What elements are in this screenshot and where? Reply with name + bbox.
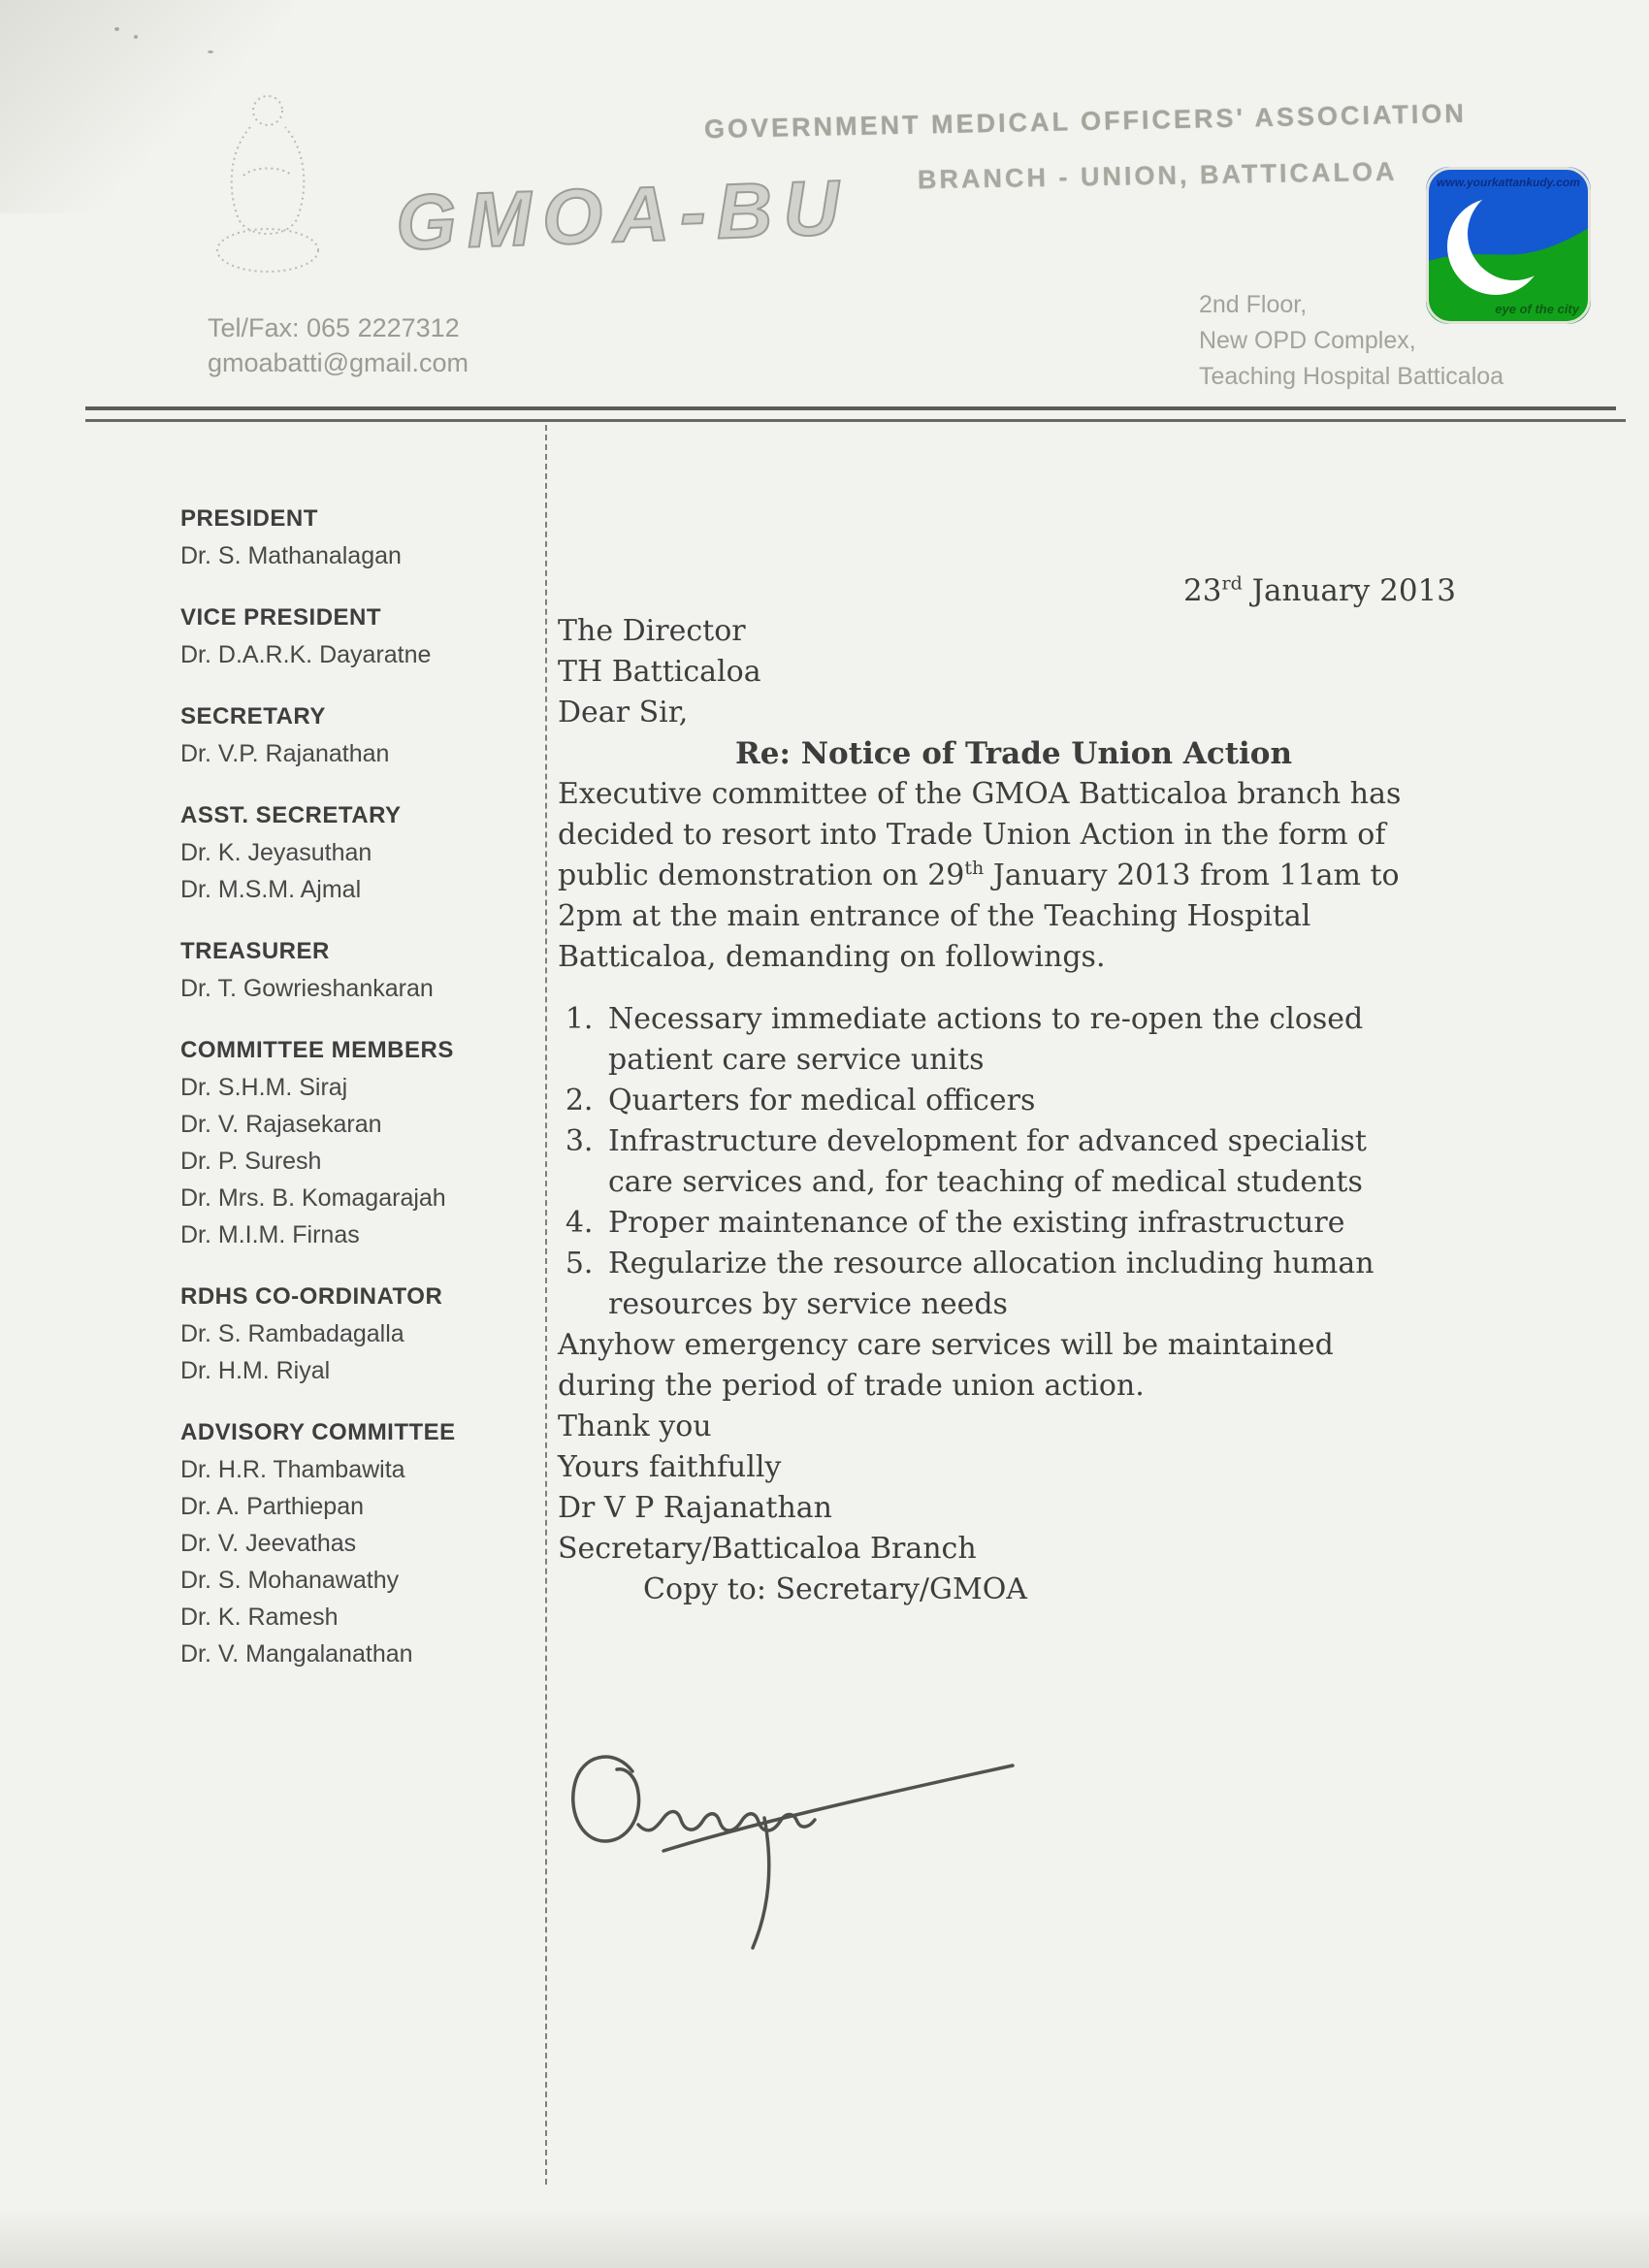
- paragraph-text: January 2013 from 11am to 2pm at the main entrance of the Teaching Hospital Batticaloa, demanding on followings.: [558, 859, 1400, 974]
- member-name: Dr. A. Parthiepan: [180, 1493, 365, 1520]
- member-name: Dr. M.S.M. Ajmal: [180, 876, 362, 903]
- member-name: Dr. S. Mathanalagan: [180, 542, 402, 569]
- member-name: Dr. V.P. Rajanathan: [180, 740, 390, 767]
- member-name: Dr. H.M. Riyal: [180, 1357, 331, 1384]
- role-title: ASST. SECRETARY: [180, 802, 402, 828]
- badge-url-text: www.yourkattankudy.com: [1437, 176, 1580, 189]
- org-abbreviation-stamp: GMOA-BU: [394, 163, 852, 267]
- member-name: Dr. S.H.M. Siraj: [180, 1074, 348, 1101]
- demand-item: 4. Proper maintenance of the existing infrastructure: [602, 1203, 1406, 1244]
- recipient-org: TH Batticaloa: [558, 655, 761, 689]
- header-rule-top: [85, 406, 1616, 410]
- badge-tagline: eye of the city: [1495, 302, 1579, 316]
- copy-to-line: Copy to: Secretary/GMOA: [643, 1572, 1027, 1606]
- role-title: COMMITTEE MEMBERS: [180, 1037, 454, 1063]
- role-title: SECRETARY: [180, 703, 326, 729]
- member-name: Dr. P. Suresh: [180, 1148, 322, 1175]
- org-branch-line: BRANCH - UNION, BATTICALOA: [917, 156, 1398, 195]
- address-line: New OPD Complex,: [1199, 327, 1416, 354]
- scan-speck: [208, 50, 213, 53]
- role-title: ADVISORY COMMITTEE: [180, 1419, 456, 1445]
- gmoa-emblem-icon: [190, 83, 345, 292]
- address-line: 2nd Floor,: [1199, 291, 1308, 318]
- tel-fax: Tel/Fax: 065 2227312: [208, 313, 460, 342]
- thank-you-line: Thank you: [558, 1409, 712, 1443]
- sidebar-section-asst-secretary: [180, 797, 510, 908]
- contact-block: [208, 310, 469, 380]
- email: gmoabatti@gmail.com: [208, 348, 469, 377]
- sidebar-divider: [545, 425, 547, 2185]
- recipient-name: The Director: [558, 614, 746, 648]
- crescent-badge-icon: [1426, 167, 1591, 324]
- member-name: Dr. S. Mohanawathy: [180, 1567, 400, 1594]
- member-name: Dr. T. Gowrieshankaran: [180, 975, 434, 1002]
- member-name: Dr. M.I.M. Firnas: [180, 1221, 360, 1248]
- sidebar-section-rdhs-coordinator: [180, 1279, 510, 1389]
- sidebar-section-treasurer: [180, 933, 510, 1007]
- sidebar-section-vice-president: [180, 599, 510, 673]
- date-day: 23: [1183, 573, 1222, 608]
- body-paragraph-2: Anyhow emergency care services will be maintained during the period of trade union action.: [558, 1328, 1334, 1403]
- sidebar-section-president: [180, 501, 510, 574]
- demand-item: 1. Necessary immediate actions to re-open the closed patient care service units: [602, 999, 1406, 1081]
- sidebar-section-committee-members: [180, 1032, 510, 1253]
- role-title: TREASURER: [180, 938, 330, 964]
- demands-list: [558, 999, 1406, 1325]
- member-name: Dr. S. Rambadagalla: [180, 1320, 404, 1347]
- demand-item: 2. Quarters for medical officers: [602, 1081, 1406, 1121]
- letter-date: [558, 570, 1470, 611]
- officers-sidebar: [180, 501, 510, 1672]
- letter-body: [558, 570, 1470, 1610]
- scan-speck: [134, 35, 138, 39]
- date-month-year: January 2013: [1242, 573, 1456, 608]
- handwritten-signature: [549, 1733, 1053, 1960]
- subject-line: Re: Notice of Trade Union Action: [734, 736, 1293, 771]
- signatory-title: Secretary/Batticaloa Branch: [558, 1532, 977, 1566]
- date-ordinal: th: [964, 858, 985, 879]
- member-name: Dr. H.R. Thambawita: [180, 1456, 405, 1483]
- address-line: Teaching Hospital Batticaloa: [1199, 363, 1504, 390]
- member-name: Dr. V. Mangalanathan: [180, 1640, 413, 1668]
- header-rule-bottom: [85, 419, 1626, 422]
- demand-item: 3. Infrastructure development for advanced specialist care services and, for teaching of medical students: [602, 1121, 1406, 1203]
- org-name: GOVERNMENT MEDICAL OFFICERS' ASSOCIATION: [703, 98, 1468, 145]
- role-title: RDHS CO-ORDINATOR: [180, 1283, 443, 1310]
- paragraph-text: Executive committee of the GMOA Batticaloa branch has decided to resort into Trade Union Action in the form of public demonstration on 29: [558, 777, 1402, 892]
- demand-item: 5. Regularize the resource allocation including human resources by service needs: [602, 1244, 1406, 1325]
- scan-speck: [114, 27, 119, 31]
- city-badge-logo: [1426, 167, 1591, 324]
- date-ordinal: rd: [1221, 572, 1243, 595]
- sidebar-section-secretary: [180, 698, 510, 772]
- member-name: Dr. D.A.R.K. Dayaratne: [180, 641, 432, 668]
- member-name: Dr. V. Rajasekaran: [180, 1111, 382, 1138]
- body-paragraph-1: [558, 774, 1440, 978]
- signatory-name: Dr V P Rajanathan: [558, 1491, 832, 1525]
- member-name: Dr. V. Jeevathas: [180, 1530, 357, 1557]
- sidebar-section-advisory-committee: [180, 1414, 510, 1672]
- member-name: Dr. K. Jeyasuthan: [180, 839, 372, 866]
- member-name: Dr. K. Ramesh: [180, 1604, 339, 1631]
- role-title: PRESIDENT: [180, 505, 318, 532]
- salutation: Dear Sir,: [558, 696, 689, 729]
- role-title: VICE PRESIDENT: [180, 604, 382, 631]
- member-name: Dr. Mrs. B. Komagarajah: [180, 1184, 446, 1212]
- valediction: Yours faithfully: [558, 1450, 782, 1484]
